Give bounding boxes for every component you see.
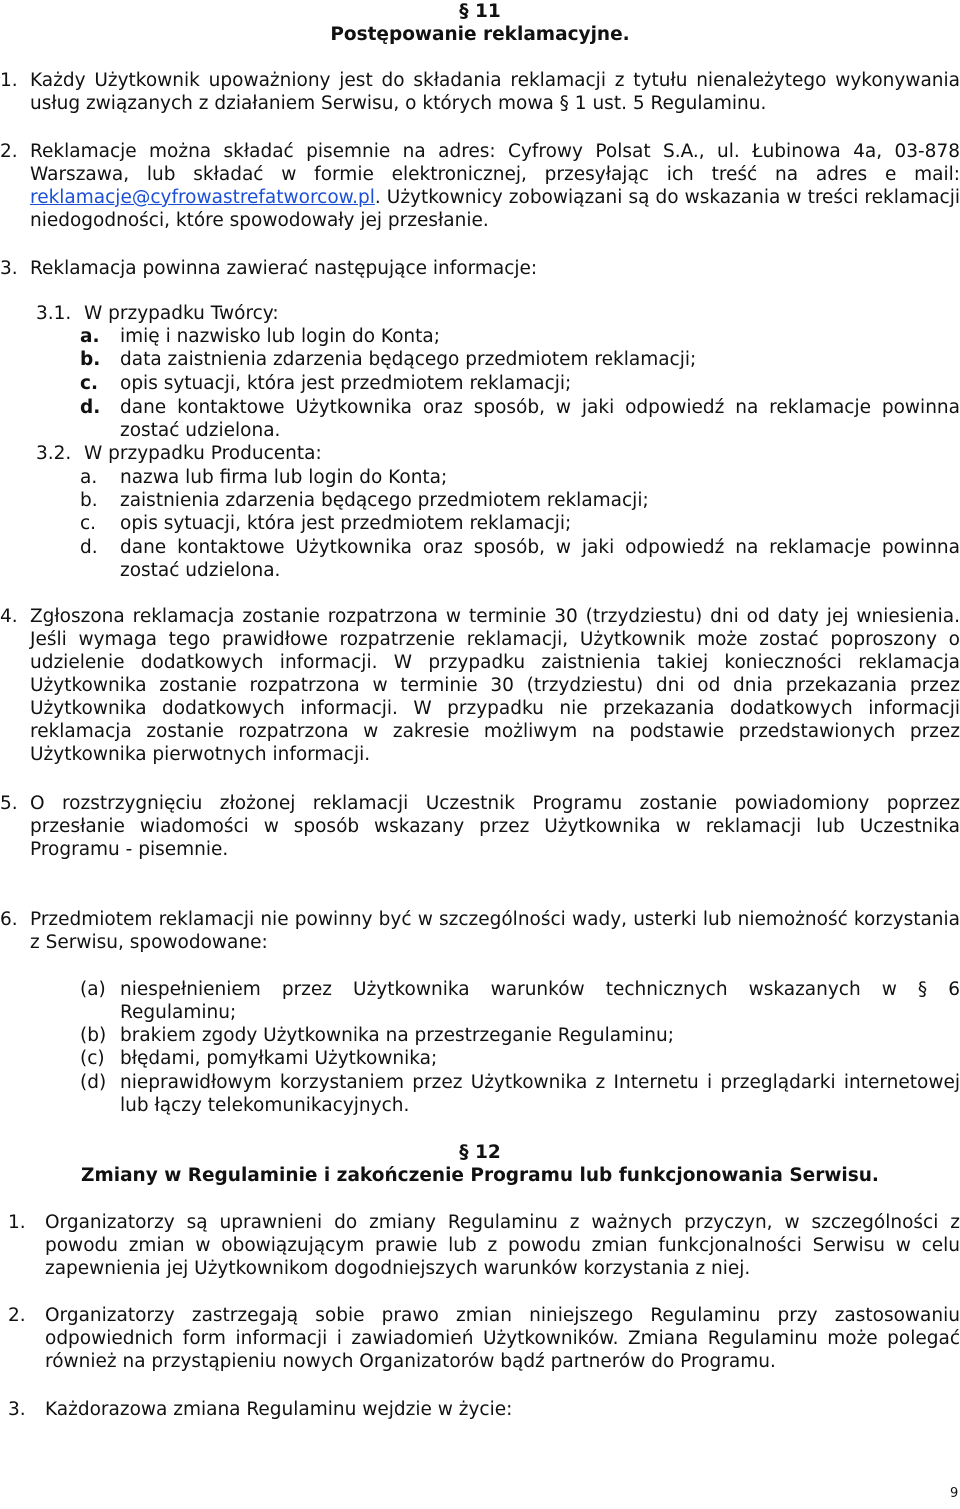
s11-paragraph-5: [0, 792, 960, 861]
paragraph-text: Każdy Użytkownik upoważniony jest do składania reklamacji z tytułu nienależytego wykonywania usług związanych z działaniem Serwisu, o których mowa § 1 ust. 5 Regulaminu.: [30, 70, 960, 114]
s11-paragraph-6: [0, 908, 960, 954]
list-marker: a.: [80, 467, 98, 488]
list-marker: (a): [80, 979, 106, 1000]
list-item-text: data zaistnienia zdarzenia będącego przedmiotem reklamacji;: [120, 349, 697, 370]
list-item: [80, 1071, 960, 1117]
list-item-text: dane kontaktowe Użytkownika oraz sposób, w jaki odpowiedź na reklamacje powinna zostać udzielona.: [120, 397, 960, 441]
list-item-text: brakiem zgody Użytkownika na przestrzeganie Regulaminu;: [120, 1025, 674, 1046]
subsection-label: W przypadku Twórcy:: [84, 303, 279, 324]
list-item-text: błędami, pomyłkami Użytkownika;: [120, 1048, 438, 1069]
s12-paragraph-2: [8, 1304, 960, 1373]
subsection-number: 3.2.: [36, 443, 72, 464]
subsection-label: W przypadku Producenta:: [84, 443, 322, 464]
list-item-text: nieprawidłowym korzystaniem przez Użytkownika z Internetu i przeglądarki internetowej lub łączy telekomunikacyjnych.: [120, 1072, 960, 1116]
list-item: [80, 489, 960, 512]
s11-paragraph-4: [0, 605, 960, 766]
s11-paragraph-2: [0, 140, 960, 232]
list-marker: c.: [80, 373, 98, 394]
paragraph-text: Organizatorzy są uprawnieni do zmiany Regulaminu z ważnych przyczyn, w szczególności z powodu zmian w obowiązującym prawie lub z powodu zmian funkcjonalności Serwisu w celu zapewnienia jej Użytkownikom dogodniejszych warunków korzystania z niej.: [45, 1212, 960, 1279]
paragraph-number: 1.: [8, 1212, 26, 1233]
list-item-text: niespełnieniem przez Użytkownika warunków technicznych wskazanych w § 6 Regulaminu;: [120, 979, 960, 1023]
paragraph-text: Zgłoszona reklamacja zostanie rozpatrzona w terminie 30 (trzydziestu) dni od daty jej wniesienia. Jeśli wymaga tego prawidłowe rozpatrzenie reklamacji, Użytkownik może zostać poproszony o udzielenie dodatkowych informacji. W przypadku zaistnienia takiej konieczności reklamacja Użytkownika zostanie rozpatrzona w terminie 30 (trzydziestu) dni od dnia przekazania przez Użytkownika dodatkowych informacji. W przypadku nie przekazania dodatkowych informacji reklamacja zostanie rozpatrzona w zakresie możliwym na podstawie przedstawionych przez Użytkownika pierwotnych informacji.: [30, 606, 960, 765]
list-marker: (c): [80, 1048, 105, 1069]
paragraph-number: 5.: [0, 793, 18, 814]
paragraph-number: 2.: [0, 141, 18, 162]
section-12-symbol: § 12: [459, 1142, 501, 1163]
list-marker: d.: [80, 537, 98, 558]
list-marker: b.: [80, 490, 98, 511]
list-item: [80, 466, 960, 489]
list-item: [80, 1047, 960, 1070]
list-item: [80, 396, 960, 442]
list-item: [80, 1024, 960, 1047]
s11-paragraph-3: [0, 257, 960, 280]
list-marker: (d): [80, 1072, 107, 1093]
paragraph-text: Każdorazowa zmiana Regulaminu wejdzie w życie:: [45, 1399, 513, 1420]
list-item: [80, 512, 960, 535]
list-item: [80, 978, 960, 1024]
subsection-3-2: [36, 442, 322, 465]
list-item: [80, 348, 960, 371]
paragraph-number: 6.: [0, 909, 18, 930]
list-marker: c.: [80, 513, 97, 534]
list-item-text: imię i nazwisko lub login do Konta;: [120, 326, 440, 347]
section-12-title: Zmiany w Regulaminie i zakończenie Programu lub funkcjonowania Serwisu.: [81, 1165, 879, 1186]
paragraph-text: O rozstrzygnięciu złożonej reklamacji Uczestnik Programu zostanie powiadomiony poprzez przesłanie wiadomości w sposób wskazany przez Użytkownika w reklamacji lub Uczestnika Programu - pisemnie.: [30, 793, 960, 860]
paragraph-number: 3.: [8, 1399, 26, 1420]
list-item-text: dane kontaktowe Użytkownika oraz sposób, w jaki odpowiedź na reklamacje powinna zostać udzielona.: [120, 537, 960, 581]
email-link[interactable]: reklamacje@cyfrowastrefatworcow.pl: [30, 187, 375, 208]
page-number: 9: [950, 1486, 959, 1501]
subsection-number: 3.1.: [36, 303, 72, 324]
section-11-symbol: § 11: [459, 1, 501, 22]
list-marker: (b): [80, 1025, 107, 1046]
paragraph-text: Organizatorzy zastrzegają sobie prawo zmian niniejszego Regulaminu przy zastosowaniu odpowiednich form informacji i zawiadomień Użytkowników. Zmiana Regulaminu może polegać również na przystąpieniu nowych Organizatorów bądź partnerów do Programu.: [45, 1305, 960, 1372]
s11-paragraph-1: [0, 69, 960, 115]
list-item-text: nazwa lub firma lub login do Konta;: [120, 467, 448, 488]
list-item-text: zaistnienia zdarzenia będącego przedmiotem reklamacji;: [120, 490, 649, 511]
list-marker: b.: [80, 349, 101, 370]
s12-paragraph-3: [8, 1398, 960, 1421]
paragraph-number: 2.: [8, 1305, 26, 1326]
list-item-text: opis sytuacji, która jest przedmiotem reklamacji;: [120, 513, 572, 534]
section-11-title: Postępowanie reklamacyjne.: [330, 24, 630, 45]
list-marker: d.: [80, 397, 101, 418]
list-marker: a.: [80, 326, 100, 347]
s12-paragraph-1: [8, 1211, 960, 1280]
subsection-3-1: [36, 302, 279, 325]
list-item: [80, 325, 960, 348]
list-item-text: opis sytuacji, która jest przedmiotem reklamacji;: [120, 373, 572, 394]
paragraph-number: 4.: [0, 606, 18, 627]
paragraph-text: [30, 140, 960, 232]
paragraph-text: Przedmiotem reklamacji nie powinny być w szczególności wady, usterki lub niemożność korzystania z Serwisu, spowodowane:: [30, 909, 960, 953]
paragraph-text-after-email: . Użytkownicy zobowiązani są do wskazania w treści reklamacji niedogodności, które spowodowały jej przesłanie.: [30, 187, 960, 231]
paragraph-text: Reklamacja powinna zawierać następujące informacje:: [30, 258, 538, 279]
paragraph-number: 3.: [0, 258, 18, 279]
paragraph-text-before-email: Reklamacje można składać pisemnie na adres: Cyfrowy Polsat S.A., ul. Łubinowa 4a, 03-878 Warszawa, lub składać w formie elektronicznej, przesyłając ich treść na adres e mail:: [30, 141, 960, 185]
list-item: [80, 536, 960, 582]
list-item: [80, 372, 960, 395]
paragraph-number: 1.: [0, 70, 18, 91]
